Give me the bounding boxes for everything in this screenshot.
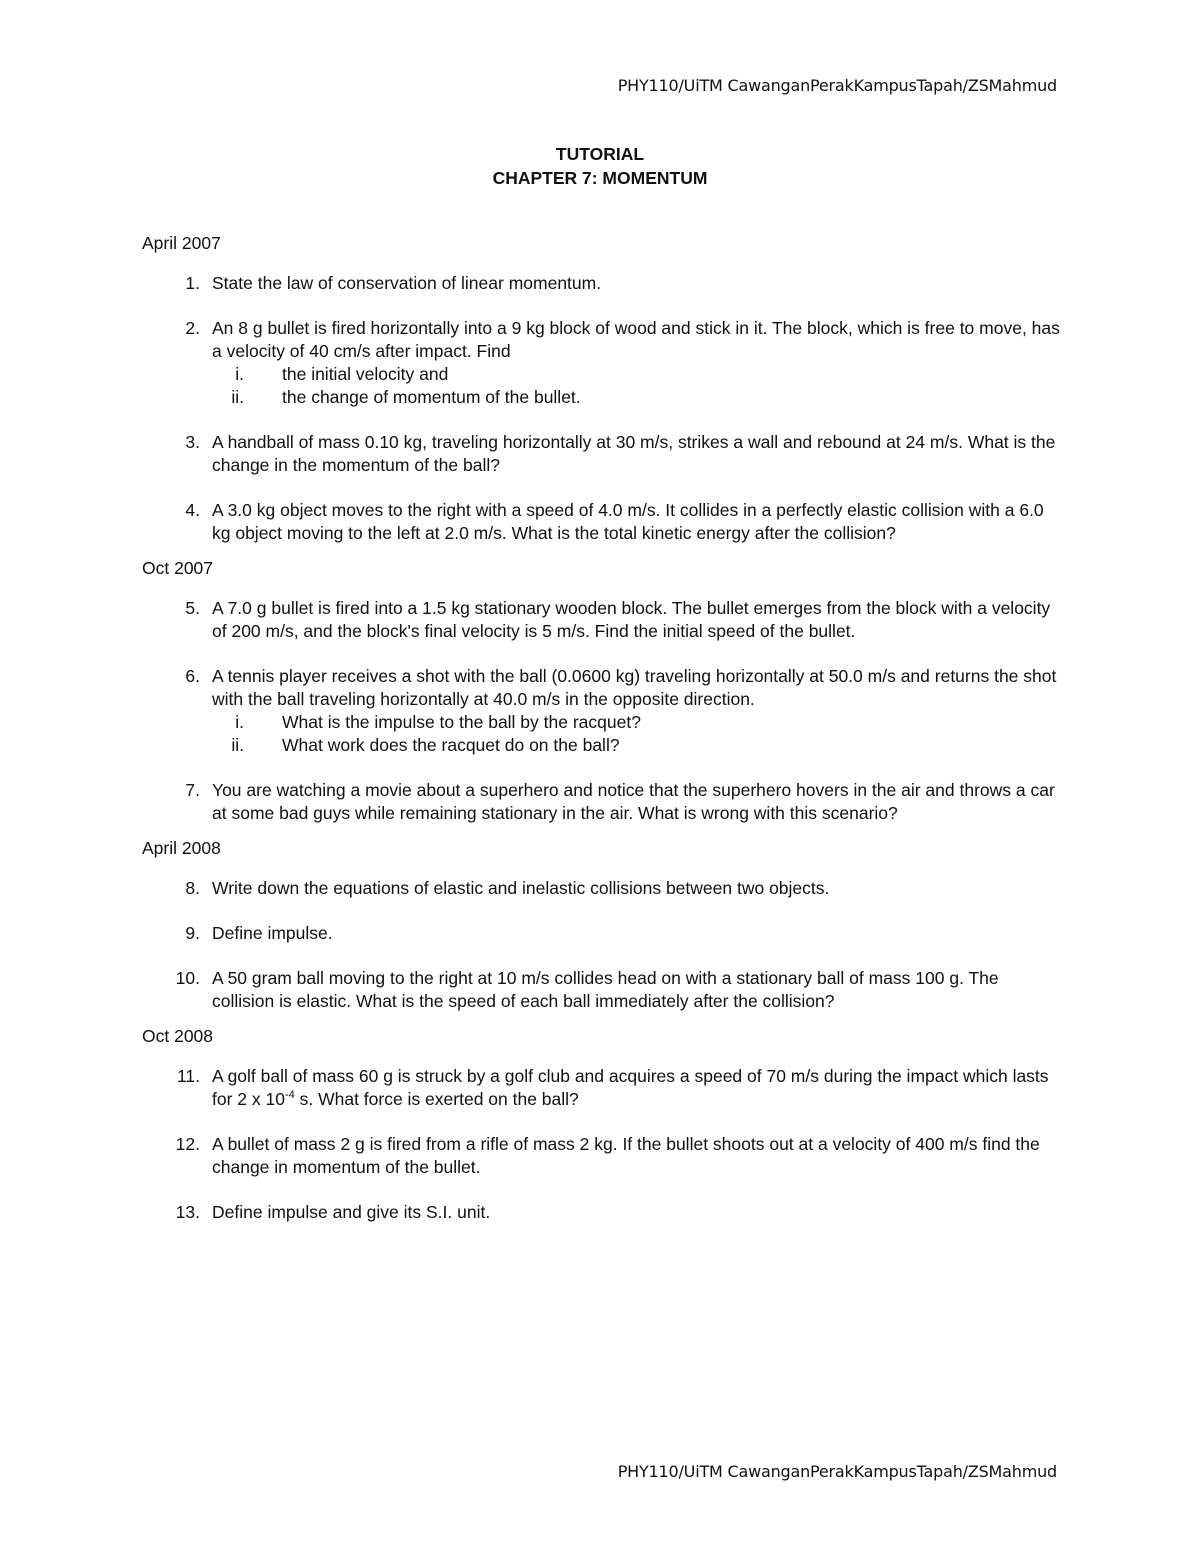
question-number: 6. [185,666,200,686]
sub-question [212,386,1062,409]
question-text-before: A golf ball of mass 60 g is struck by a golf club and acquires a speed of 70 m/s during the impact which lasts for 2 x 10 [212,1066,1049,1109]
question-item [142,272,1062,295]
question-number: 13. [175,1202,200,1222]
question-text: You are watching a movie about a superhero and notice that the superhero hovers in the air and throws a car at some bad guys while remaining stationary in the air. What is wrong with this scenario? [212,780,1055,823]
question-item [142,1065,1062,1111]
question-number: 1. [185,273,200,293]
section-label: April 2008 [142,838,221,858]
question-number: 8. [185,878,200,898]
document-title [0,142,1200,190]
sub-question [212,734,1062,757]
question-text: Write down the equations of elastic and inelastic collisions between two objects. [212,878,830,898]
question-item [142,665,1062,757]
sub-question-number: ii. [231,735,244,755]
sub-question [212,363,1062,386]
sub-question [212,711,1062,734]
page-header: PHY110/UiTM CawanganPerakKampusTapah/ZSMahmud [617,76,1057,95]
question-number: 3. [185,432,200,452]
question-item [142,922,1062,945]
sub-question-list [212,711,1062,757]
sub-question-text: What is the impulse to the ball by the racquet? [282,712,641,732]
question-text: State the law of conservation of linear momentum. [212,273,602,293]
section-april-2007 [142,232,1062,545]
question-item [142,1133,1062,1179]
question-number: 7. [185,780,200,800]
title-line-chapter: CHAPTER 7: MOMENTUM [492,168,708,188]
question-number: 9. [185,923,200,943]
question-number: 11. [176,1066,200,1086]
section-label: Oct 2008 [142,1026,214,1046]
question-item [142,597,1062,643]
question-text-after: s. What force is exerted on the ball? [294,1089,579,1109]
sub-question-number: ii. [231,387,244,407]
question-text: A 7.0 g bullet is fired into a 1.5 kg stationary wooden block. The bullet emerges from the block with a velocity of 200 m/s, and the block's final velocity is 5 m/s. Find the initial speed of the bullet. [212,598,1051,641]
sub-question-text: the initial velocity and [282,364,449,384]
question-text: A handball of mass 0.10 kg, traveling horizontally at 30 m/s, strikes a wall and rebound at 24 m/s. What is the change in the momentum of the ball? [212,432,1056,475]
question-number: 12. [175,1134,200,1154]
question-item [142,499,1062,545]
question-item [142,967,1062,1013]
question-text: An 8 g bullet is fired horizontally into a 9 kg block of wood and stick in it. The block, which is free to move, has a velocity of 40 cm/s after impact. Find [212,318,1060,361]
question-text: Define impulse. [212,923,333,943]
section-label: April 2007 [142,233,221,253]
question-text [212,1066,1049,1109]
question-item [142,317,1062,409]
question-item [142,779,1062,825]
section-label: Oct 2007 [142,558,214,578]
question-number: 5. [185,598,200,618]
section-oct-2008 [142,1025,1062,1224]
question-number: 2. [185,318,200,338]
question-text: Define impulse and give its S.I. unit. [212,1202,491,1222]
sub-question-list [212,363,1062,409]
question-item [142,1201,1062,1224]
section-oct-2007 [142,557,1062,825]
question-text: A 50 gram ball moving to the right at 10 m/s collides head on with a stationary ball of mass 100 g. The collision is elastic. What is the speed of each ball immediately after the collision? [212,968,999,1011]
section-april-2008 [142,837,1062,1013]
question-item [142,431,1062,477]
question-text: A bullet of mass 2 g is fired from a rifle of mass 2 kg. If the bullet shoots out at a velocity of 400 m/s find the change in momentum of the bullet. [212,1134,1040,1177]
sub-question-text: the change of momentum of the bullet. [282,387,581,407]
sub-question-number: i. [235,712,244,732]
exponent: -4 [284,1089,295,1102]
question-text: A tennis player receives a shot with the ball (0.0600 kg) traveling horizontally at 50.0 m/s and returns the shot with the ball traveling horizontally at 40.0 m/s in the opposite direction. [212,666,1057,709]
question-item [142,877,1062,900]
question-text: A 3.0 kg object moves to the right with a speed of 4.0 m/s. It collides in a perfectly elastic collision with a 6.0 kg object moving to the left at 2.0 m/s. What is the total kinetic energy after the collision? [212,500,1044,543]
question-number: 10. [175,968,200,988]
sub-question-number: i. [235,364,244,384]
question-content [142,232,1062,1246]
title-line-tutorial: TUTORIAL [555,144,645,164]
question-number: 4. [185,500,200,520]
page-footer: PHY110/UiTM CawanganPerakKampusTapah/ZSMahmud [617,1462,1057,1481]
sub-question-text: What work does the racquet do on the ball? [282,735,620,755]
